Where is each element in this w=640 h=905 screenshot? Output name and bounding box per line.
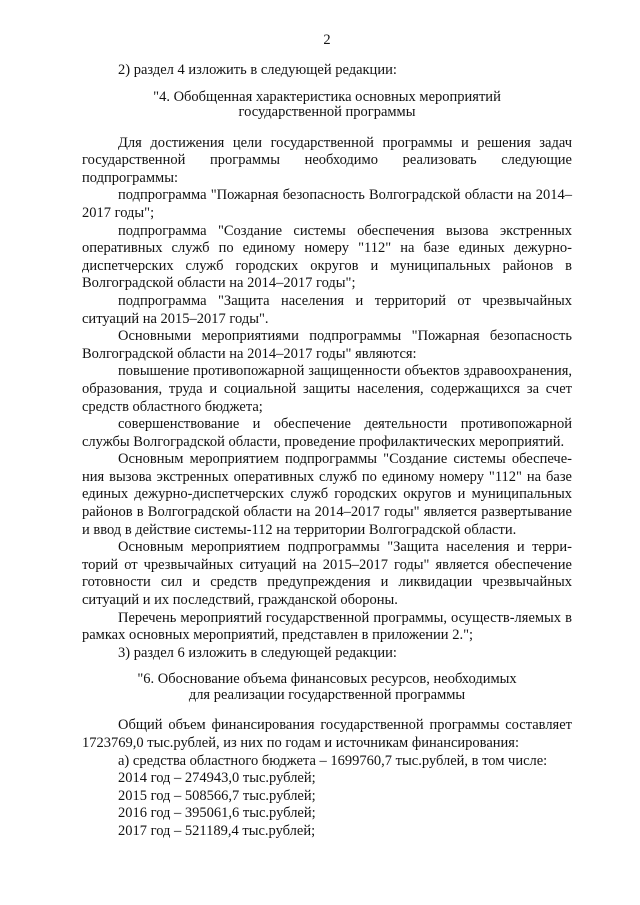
section-4-paragraph-6: Основным мероприятием подпрограммы "Защита населения и терри-торий от чрезвычайных ситуаций на 2015–2017 годы" является обеспечение готовности сил и средств предупреждения и ликвидации чрезвычайных ситуаций и их последствий, гражданской обороны. [82, 539, 572, 609]
year-2017-line: 2017 год – 521189,4 тыс.рублей; [118, 822, 316, 839]
section-4-title-line-2: государственной программы [238, 104, 416, 121]
item-2-intro: 2) раздел 4 изложить в следующей редакции: [118, 62, 397, 78]
section-4-paragraph-1: Для достижения цели государственной программы и решения задач государственной программы необходимо реализовать следующие подпрограммы: [82, 134, 572, 186]
section-6-paragraph-1: Общий объем финансирования государственной программы составляет 1723769,0 тыс.рублей, из них по годам и источникам финансирования: [82, 717, 572, 751]
section-4-paragraph-5: Основным мероприятием подпрограммы "Создание системы обеспече-ния вызова экстренных оперативных служб по единому номеру "112" на базе единых дежурно-диспетчерских служб городских округов и муниципальных районов в Волгоградской области на 2014–2017 годы" является развертывание и ввод в действие системы-112 на территории Волгоградской области. [82, 451, 572, 538]
section-6-heading [82, 672, 572, 703]
subprogram-item-3: подпрограмма "Защита населения и территорий от чрезвычайных ситуаций на 2015–2017 годы". [82, 292, 572, 327]
year-2016-line: 2016 год – 395061,6 тыс.рублей; [118, 805, 316, 822]
page-number: 2 [323, 32, 331, 48]
section-4-paragraph-2: Основными мероприятиями подпрограммы "Пожарная безопасность Волгоградской области на 2014–2017 годы" являются: [82, 328, 572, 362]
year-2015-line: 2015 год – 508566,7 тыс.рублей; [118, 787, 316, 804]
document-body [82, 62, 572, 841]
subprogram-item-1: подпрограмма "Пожарная безопасность Волгоградской области на 2014–2017 годы"; [82, 187, 572, 221]
section-4-heading [82, 90, 572, 121]
item-3-intro: 3) раздел 6 изложить в следующей редакции: [118, 644, 397, 661]
subprogram-item-2: подпрограмма "Создание системы обеспечения вызова экстренных оперативных служб по единому номеру "112" на базе единых дежурно-диспетчерских служб городских округов и муниципальных районов в Волгоградской области на 2014–2017 годы"; [82, 222, 572, 292]
section-4-paragraph-4: совершенствование и обеспечение деятельности противопожарной службы Волгоградской области, проведение профилактических мероприятий. [82, 416, 572, 450]
regional-budget-line: а) средства областного бюджета – 1699760,7 тыс.рублей, в том числе: [118, 752, 548, 769]
section-4-title-line-1: "4. Обобщенная характеристика основных мероприятий [153, 88, 501, 105]
year-2014-line: 2014 год – 274943,0 тыс.рублей; [118, 770, 316, 787]
section-6-title-line-1: "6. Обоснование объема финансовых ресурсов, необходимых [137, 671, 517, 688]
section-4-paragraph-7: Перечень мероприятий государственной программы, осуществ-ляемых в рамках основных мероприятий, представлен в приложении 2."; [82, 609, 572, 644]
section-6-title-line-2: для реализации государственной программы [188, 686, 466, 703]
section-4-paragraph-3: повышение противопожарной защищенности объектов здравоохранения, образования, труда и социальной защиты населения, содержащихся за счет средств областного бюджета; [82, 363, 572, 415]
